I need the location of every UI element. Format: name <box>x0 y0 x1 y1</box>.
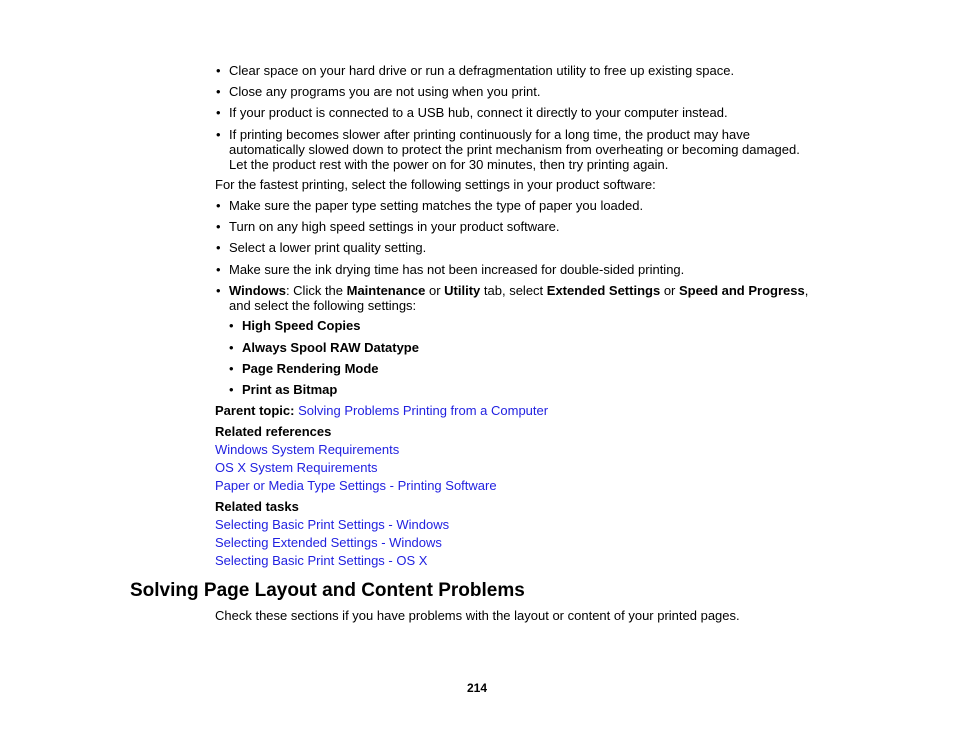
related-tasks-heading: Related tasks <box>215 499 299 514</box>
windows-list-item <box>215 283 820 313</box>
related-reference-link[interactable]: Paper or Media Type Settings - Printing Software <box>215 478 497 493</box>
bullet-marker: • <box>216 219 221 234</box>
sub-list-item <box>228 318 360 333</box>
fastest-printing-intro: For the fastest printing, select the following settings in your product software: <box>215 177 656 192</box>
windows-text: : Click the <box>285 283 347 298</box>
sub-list-item <box>228 340 419 355</box>
utility-tab-name: Utility <box>444 283 481 298</box>
bullet-marker: • <box>229 318 234 333</box>
sub-list-item <box>228 382 337 397</box>
list-item-text: Select a lower print quality setting. <box>229 240 427 255</box>
bullet-marker: • <box>216 262 221 277</box>
section-intro: Check these sections if you have problems with the layout or content of your printed pages. <box>215 608 740 623</box>
related-references-heading: Related references <box>215 424 332 439</box>
related-reference-link[interactable]: OS X System Requirements <box>215 460 378 475</box>
extended-settings-name: Extended Settings <box>546 283 661 298</box>
related-task-link[interactable]: Selecting Basic Print Settings - Windows <box>215 517 450 532</box>
windows-label: Windows <box>229 283 286 298</box>
windows-text: , and select the following settings: <box>229 283 809 313</box>
list-item <box>215 198 815 213</box>
list-item <box>215 84 815 99</box>
list-item <box>215 240 815 255</box>
setting-name: Page Rendering Mode <box>242 361 379 376</box>
windows-text: or <box>660 283 679 298</box>
setting-name: High Speed Copies <box>242 318 361 333</box>
parent-topic-label: Parent topic: <box>215 403 295 418</box>
list-item <box>215 105 815 120</box>
parent-topic-link[interactable]: Solving Problems Printing from a Computer <box>298 403 549 418</box>
bullet-marker: • <box>216 105 221 120</box>
bullet-marker: • <box>216 127 221 142</box>
page-number: 214 <box>466 681 488 695</box>
list-item-text: If your product is connected to a USB hub, connect it directly to your computer instead. <box>229 105 728 120</box>
bullet-marker: • <box>216 240 221 255</box>
setting-name: Always Spool RAW Datatype <box>242 340 419 355</box>
list-item <box>215 262 815 277</box>
list-item-text: Turn on any high speed settings in your product software. <box>229 219 560 234</box>
bullet-marker: • <box>229 361 234 376</box>
list-item-text: Clear space on your hard drive or run a defragmentation utility to free up existing space. <box>229 63 735 78</box>
windows-text: tab, select <box>480 283 547 298</box>
list-item <box>215 127 815 172</box>
bullet-marker: • <box>229 382 234 397</box>
sub-list-item <box>228 361 379 376</box>
section-heading: Solving Page Layout and Content Problems <box>130 580 525 601</box>
related-task-link[interactable]: Selecting Basic Print Settings - OS X <box>215 553 428 568</box>
list-item-text: If printing becomes slower after printing continuously for a long time, the product may have automatically slowed down to protect the print mechanism from overheating or becoming damaged. Let the product rest with the power on for 30 minutes, then try printing again. <box>229 127 800 172</box>
bullet-marker: • <box>216 84 221 99</box>
speed-progress-name: Speed and Progress <box>679 283 805 298</box>
bullet-marker: • <box>229 340 234 355</box>
maintenance-tab-name: Maintenance <box>346 283 426 298</box>
related-reference-link[interactable]: Windows System Requirements <box>215 442 400 457</box>
bullet-marker: • <box>216 198 221 213</box>
setting-name: Print as Bitmap <box>242 382 338 397</box>
list-item-text: Make sure the paper type setting matches the type of paper you loaded. <box>229 198 644 213</box>
bullet-marker: • <box>216 283 221 298</box>
windows-text: or <box>425 283 445 298</box>
list-item <box>215 219 815 234</box>
list-item-text: Close any programs you are not using when you print. <box>229 84 541 99</box>
parent-topic <box>215 403 548 418</box>
list-item <box>215 63 815 78</box>
bullet-marker: • <box>216 63 221 78</box>
related-task-link[interactable]: Selecting Extended Settings - Windows <box>215 535 442 550</box>
list-item-text: Make sure the ink drying time has not been increased for double-sided printing. <box>229 262 685 277</box>
